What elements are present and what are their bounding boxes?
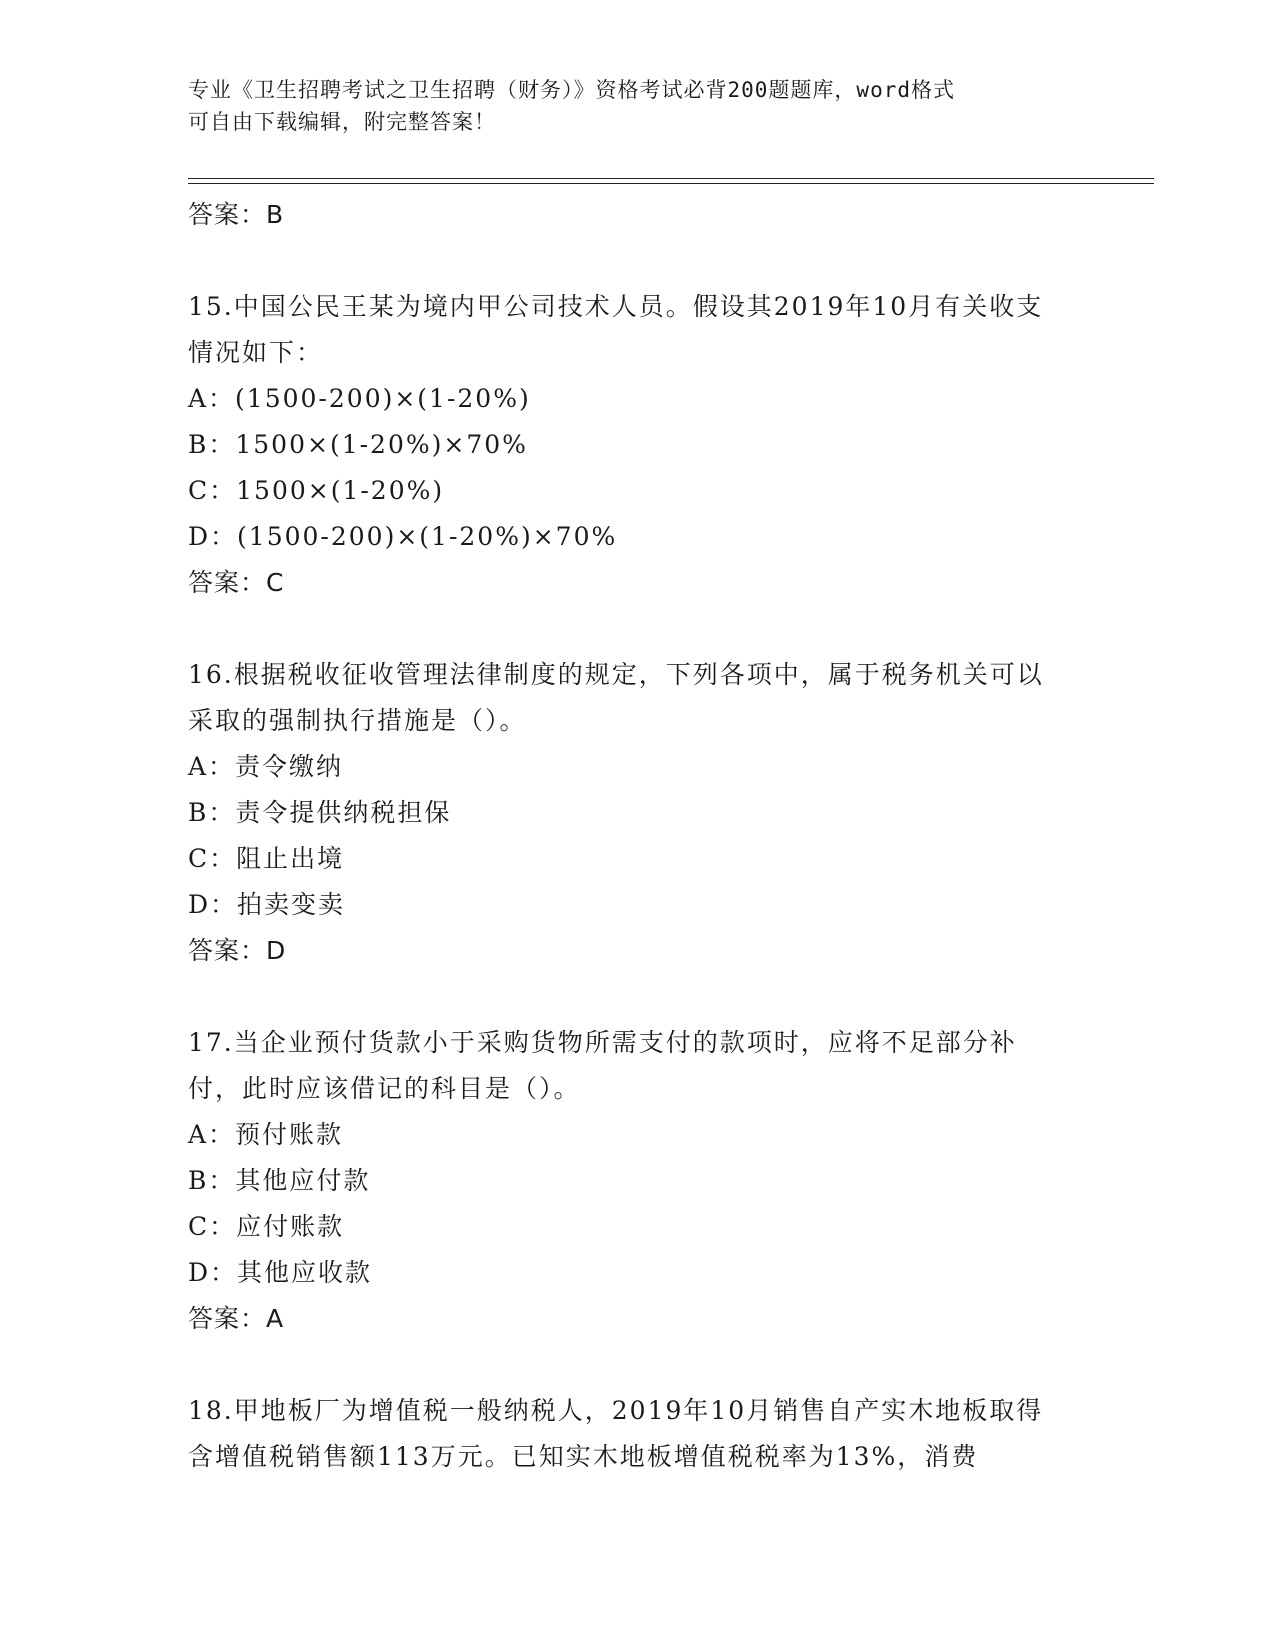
question-18 bbox=[188, 1388, 1068, 1480]
option-b: B：责令提供纳税担保 bbox=[188, 798, 452, 827]
answer-line: 答案：B bbox=[188, 200, 285, 229]
option-a: A：责令缴纳 bbox=[188, 752, 344, 781]
answer-line: 答案：D bbox=[188, 936, 287, 965]
question-17 bbox=[188, 1020, 1068, 1342]
question-text: 18.甲地板厂为增值税一般纳税人，2019年10月销售自产实木地板取得含增值税销售额113万元。已知实木地板增值税税率为13%，消费 bbox=[188, 1396, 1044, 1471]
answer-line: 答案：C bbox=[188, 568, 285, 597]
option-d: D：其他应收款 bbox=[188, 1258, 373, 1287]
header-divider-bottom bbox=[188, 183, 1154, 184]
question-text: 16.根据税收征收管理法律制度的规定，下列各项中，属于税务机关可以采取的强制执行措施是（）。 bbox=[188, 660, 1044, 735]
question-16 bbox=[188, 652, 1068, 974]
document-header bbox=[188, 74, 1068, 138]
option-c: C：应付账款 bbox=[188, 1212, 345, 1241]
option-a: A：(1500-200)×(1-20%) bbox=[188, 384, 531, 413]
answer-line: 答案：A bbox=[188, 1304, 285, 1333]
question-text: 17.当企业预付货款小于采购货物所需支付的款项时，应将不足部分补付，此时应该借记的科目是（）。 bbox=[188, 1028, 1017, 1103]
question-15 bbox=[188, 284, 1068, 606]
option-b: B：其他应付款 bbox=[188, 1166, 371, 1195]
option-b: B：1500×(1-20%)×70% bbox=[188, 430, 528, 459]
header-line-1: 专业《卫生招聘考试之卫生招聘（财务）》资格考试必背200题题库，word格式 bbox=[188, 78, 955, 102]
option-c: C：阻止出境 bbox=[188, 844, 345, 873]
question-text: 15.中国公民王某为境内甲公司技术人员。假设其2019年10月有关收支情况如下： bbox=[188, 292, 1044, 367]
option-d: D：拍卖变卖 bbox=[188, 890, 346, 919]
header-divider-top bbox=[188, 178, 1154, 179]
option-c: C：1500×(1-20%) bbox=[188, 476, 445, 505]
document-body bbox=[188, 192, 1068, 1480]
option-d: D：(1500-200)×(1-20%)×70% bbox=[188, 522, 618, 551]
header-line-2: 可自由下载编辑，附完整答案！ bbox=[188, 110, 496, 134]
option-a: A：预付账款 bbox=[188, 1120, 344, 1149]
